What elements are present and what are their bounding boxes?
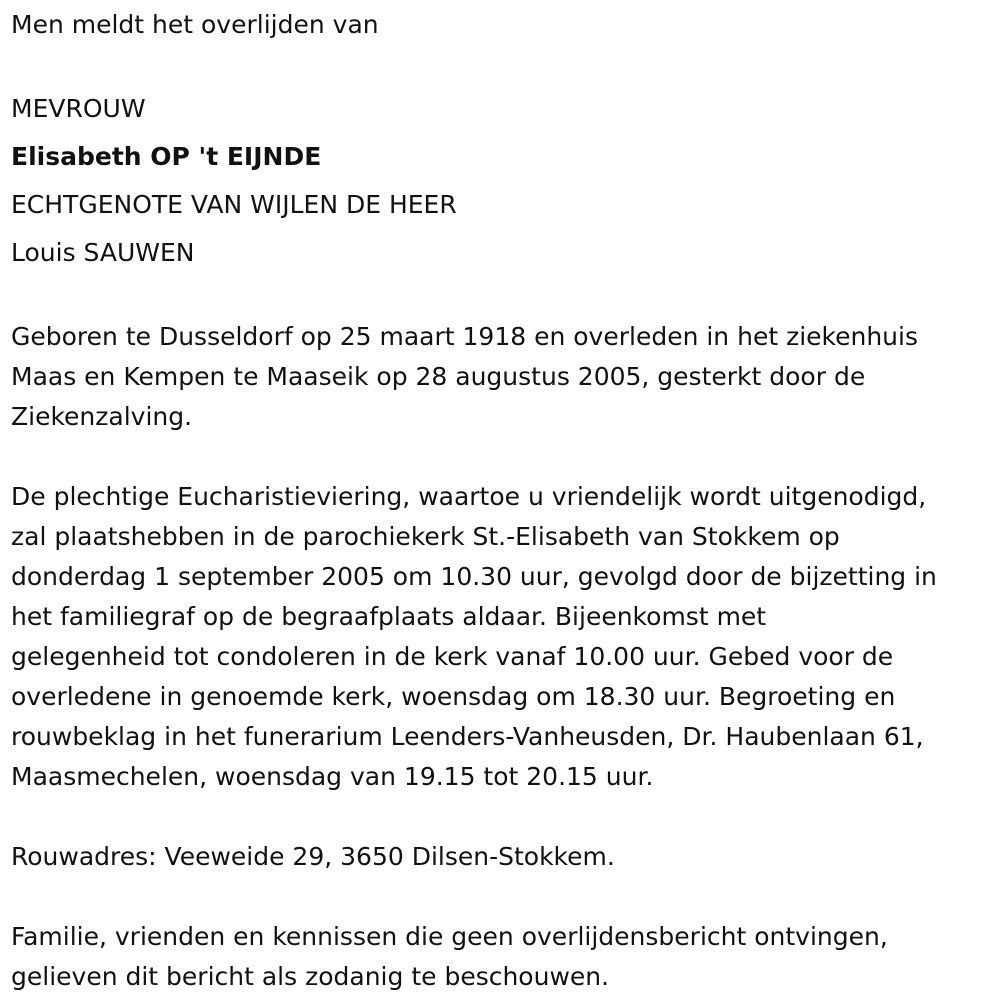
paragraph-line: donderdag 1 september 2005 om 10.30 uur, gevolgd door de bijzetting in (11, 562, 937, 591)
closing-paragraph (11, 917, 1000, 997)
spacer (11, 437, 1000, 477)
spacer (11, 277, 1000, 317)
relation-line: ECHTGENOTE VAN WIJLEN DE HEER (11, 190, 457, 219)
paragraph-line: gelieven dit bericht als zodanig te beschouwen. (11, 962, 610, 991)
paragraph-line: overledene in genoemde kerk, woensdag om 18.30 uur. Begroeting en (11, 682, 896, 711)
intro-line: Men meldt het overlijden van (11, 10, 379, 39)
paragraph-line: Familie, vrienden en kennissen die geen overlijdensbericht ontvingen, (11, 922, 888, 951)
paragraph-line: Maasmechelen, woensdag van 19.15 tot 20.15 uur. (11, 762, 654, 791)
spacer (11, 45, 1000, 85)
title-line: MEVROUW (11, 94, 146, 123)
spouse-name: Louis SAUWEN (11, 238, 195, 267)
paragraph-line: het familiegraf op de begraafplaats aldaar. Bijeenkomst met (11, 602, 767, 631)
ceremony-paragraph (11, 477, 1000, 797)
deceased-name: Elisabeth OP 't EIJNDE (11, 142, 322, 171)
paragraph-line: De plechtige Eucharistieviering, waartoe u vriendelijk wordt uitgenodigd, (11, 482, 927, 511)
birth-death-paragraph (11, 317, 1000, 437)
paragraph-line: Ziekenzalving. (11, 402, 193, 431)
spacer (11, 797, 1000, 837)
paragraph-line: rouwbeklag in het funerarium Leenders-Vanheusden, Dr. Haubenlaan 61, (11, 722, 924, 751)
paragraph-line: gelegenheid tot condoleren in de kerk vanaf 10.00 uur. Gebed voor de (11, 642, 894, 671)
paragraph-line: Maas en Kempen te Maaseik op 28 augustus 2005, gesterkt door de (11, 362, 866, 391)
paragraph-line: zal plaatshebben in de parochiekerk St.-Elisabeth van Stokkem op (11, 522, 840, 551)
spacer (11, 877, 1000, 917)
paragraph-line: Geboren te Dusseldorf op 25 maart 1918 en overleden in het ziekenhuis (11, 322, 918, 351)
mourning-address: Rouwadres: Veeweide 29, 3650 Dilsen-Stokkem. (11, 842, 615, 871)
